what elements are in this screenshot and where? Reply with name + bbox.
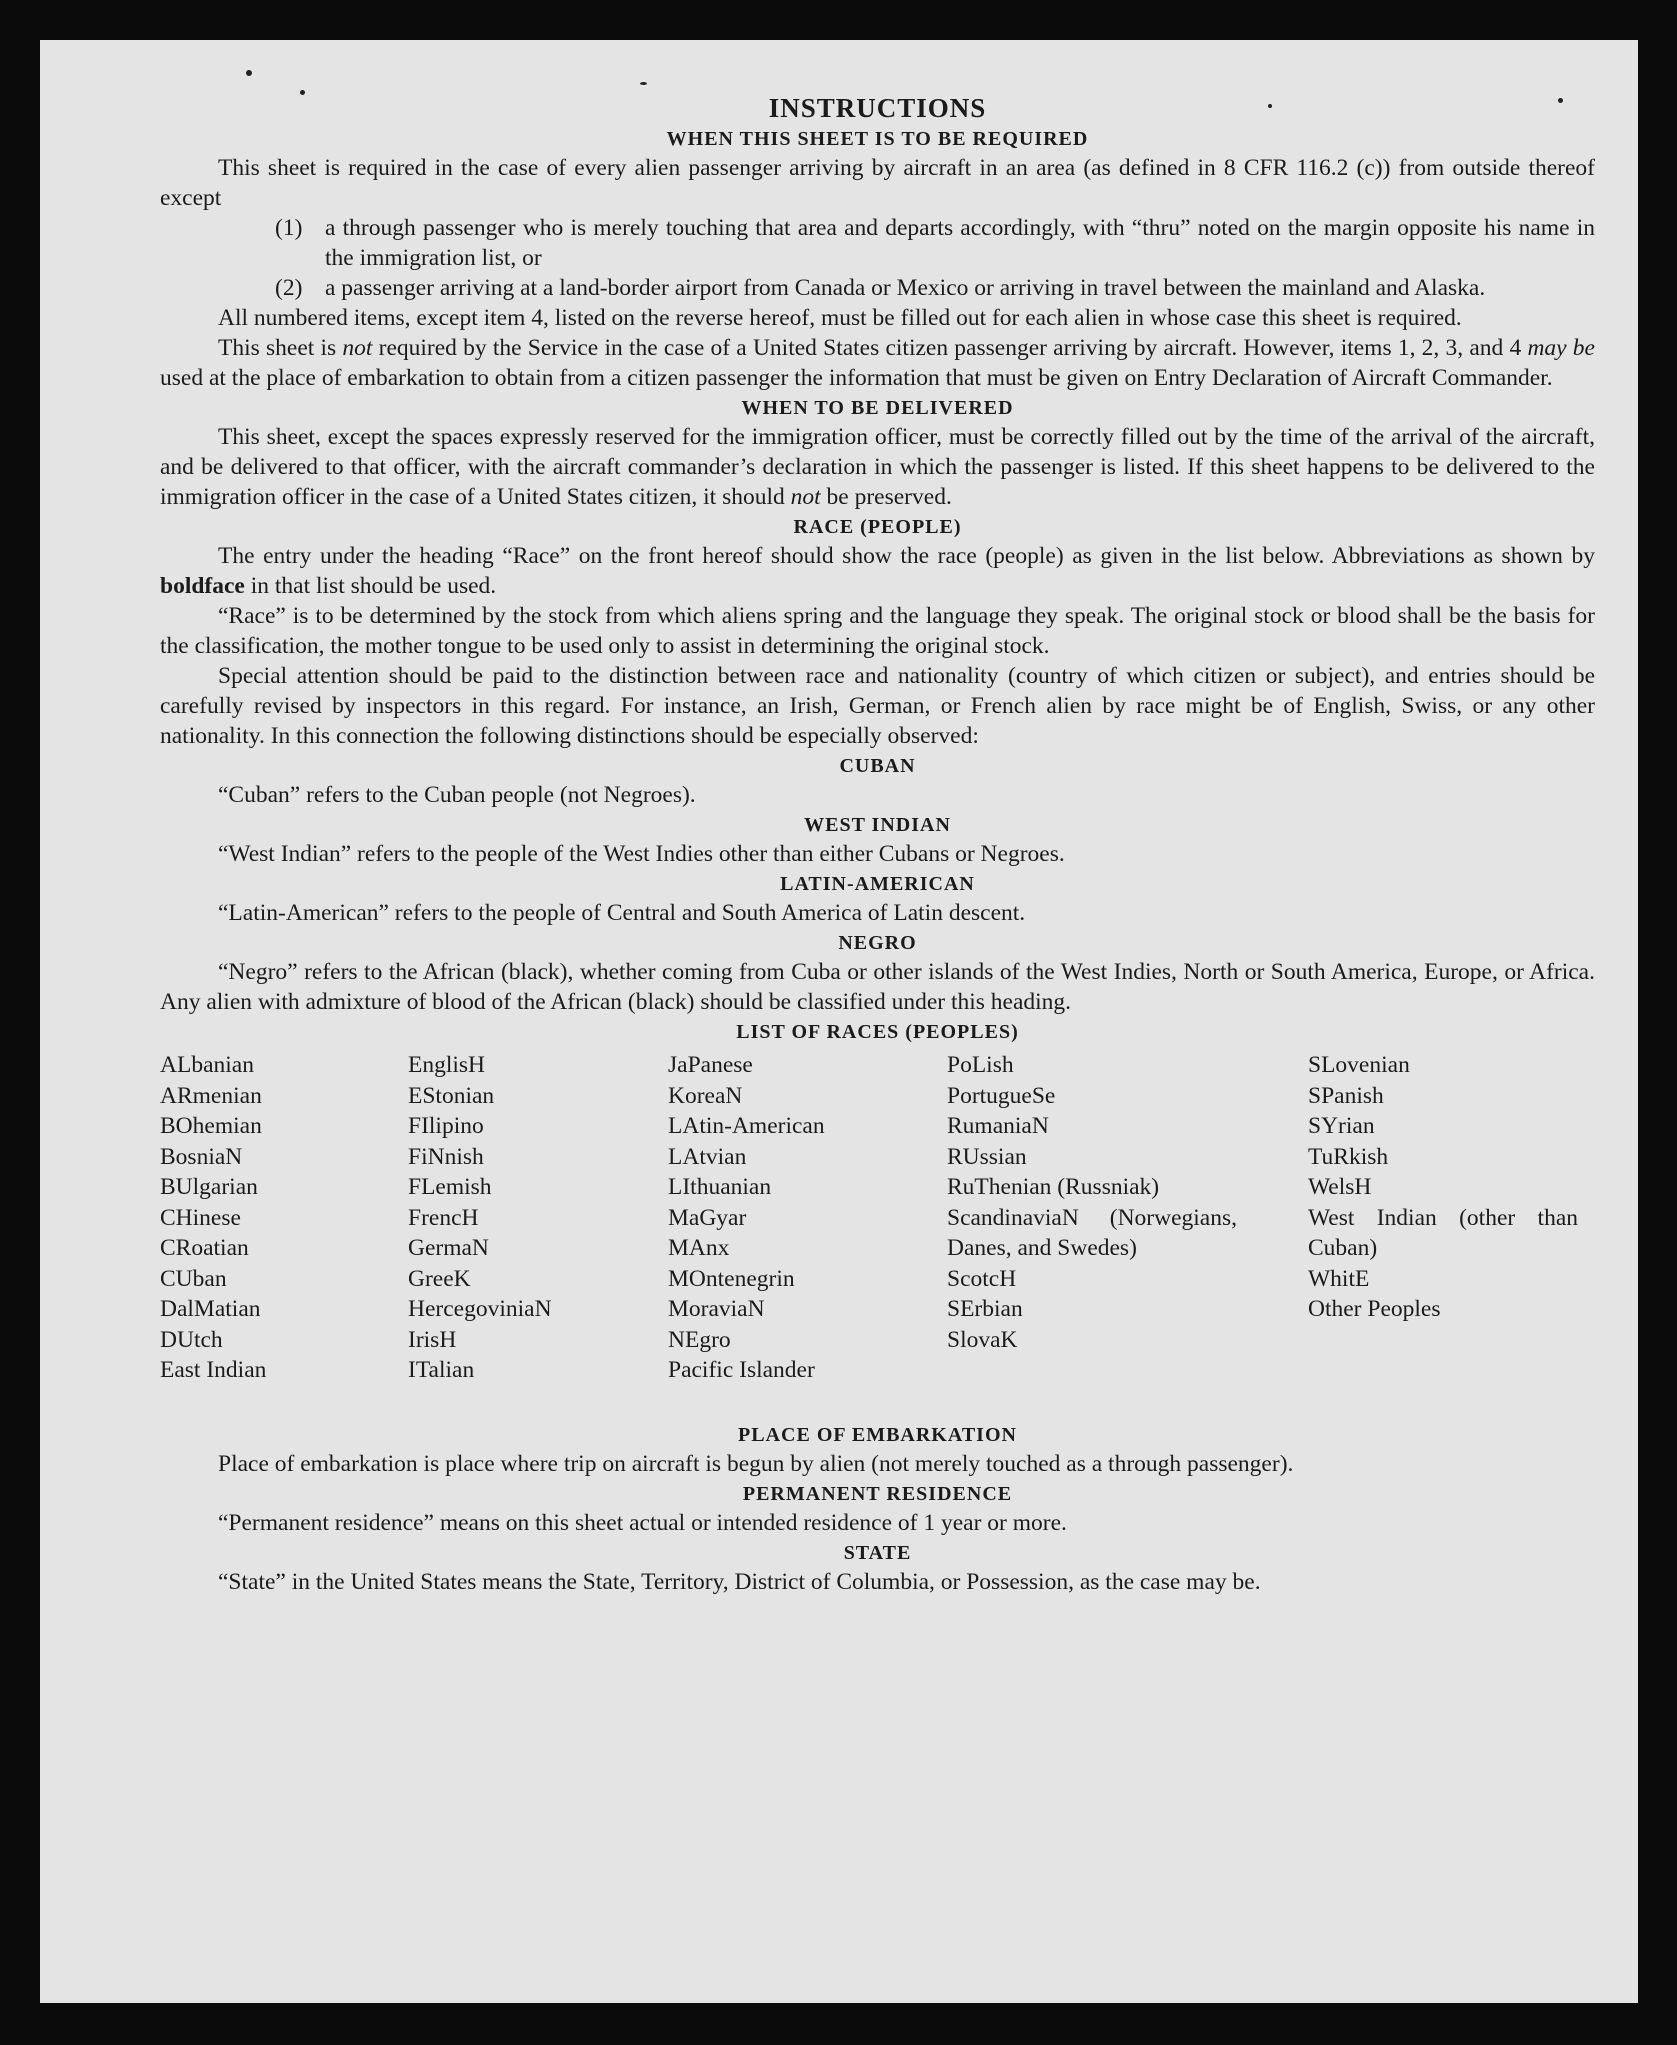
race-entry: HercegoviniaN <box>408 1296 552 1322</box>
race-entry: ScotcH <box>947 1265 1017 1292</box>
section-heading-races-list: LIST OF RACES (PEOPLES) <box>736 1021 1019 1043</box>
paragraph: “Negro” refers to the African (black), whether coming from Cuba or other islands of the West Indies, North or South America, Europe, or Africa. Any alien with admixture of blood of the African (black) should be classified under this heading. <box>160 959 1595 1015</box>
instructions-content <box>160 93 1595 1597</box>
race-entry: LAtvian <box>668 1143 747 1170</box>
dust-speck <box>640 82 647 85</box>
races-column-5 <box>1308 1050 1578 1325</box>
race-entry: RumaniaN <box>947 1113 1049 1139</box>
race-entry: SlovaK <box>947 1326 1018 1353</box>
race-entry: DUtch <box>160 1326 223 1353</box>
paragraph: Special attention should be paid to the distinction between race and nationality (country of which citizen or subject), and entries should be carefully revised by inspectors in this regard. For instance, an Irish, German, or French alien by race might be of English, Swiss, or any other nationality. In this connection the following distinctions should be especially observed: <box>160 663 1595 749</box>
paragraph: “State” in the United States means the State, Territory, District of Columbia, or Possession, as the case may be. <box>218 1569 1261 1595</box>
item-text: a passenger arriving at a land-border airport from Canada or Mexico or arriving in travel between the mainland and Alaska. <box>325 275 1486 301</box>
paragraph: “Latin-American” refers to the people of Central and South America of Latin descent. <box>218 900 1026 926</box>
section-heading-residence: PERMANENT RESIDENCE <box>742 1483 1013 1505</box>
race-entry: SLovenian <box>1308 1052 1410 1078</box>
race-entry: ITalian <box>408 1357 475 1383</box>
race-entry: LAtin-American <box>668 1113 825 1139</box>
race-entry: BosniaN <box>160 1143 243 1170</box>
list-item <box>275 213 1595 273</box>
race-entry: PortugueSe <box>947 1082 1056 1109</box>
paragraph: The entry under the heading “Race” on the front hereof should show the race (people) as given in the list below. Abbreviations as shown by boldface in that list should be used. <box>160 543 1595 599</box>
paragraph: “Race” is to be determined by the stock from which aliens spring and the language they speak. The original stock or blood shall be the basis for the classification, the mother tongue to be used only to assist in determining the original stock. <box>160 603 1595 659</box>
item-number: (2) <box>275 275 303 301</box>
race-entry: WhitE <box>1308 1265 1370 1292</box>
paragraph: All numbered items, except item 4, listed on the reverse hereof, must be filled out for each alien in whose case this sheet is required. <box>218 305 1462 331</box>
paragraph: “Cuban” refers to the Cuban people (not Negroes). <box>218 782 696 808</box>
race-entry: MOntenegrin <box>668 1265 795 1292</box>
race-entry: EnglisH <box>408 1052 486 1078</box>
section-heading-delivered: WHEN TO BE DELIVERED <box>741 397 1014 419</box>
race-entry: MAnx <box>668 1235 730 1261</box>
paragraph: This sheet, except the spaces expressly reserved for the immigration officer, must be correctly filled out by the time of the arrival of the aircraft, and be delivered to that officer, with the aircraft commander’s declaration in which the passenger is listed. If this sheet happens to be delivered to the immigration officer in the case of a United States citizen, it should not be preserved. <box>160 424 1595 510</box>
paragraph: Place of embarkation is place where trip on aircraft is begun by alien (not merely touched as a through passenger). <box>218 1451 1294 1477</box>
item-number: (1) <box>275 215 303 241</box>
races-column-2 <box>408 1050 552 1386</box>
race-entry: RuThenian (Russniak) <box>947 1174 1160 1200</box>
race-entry: CHinese <box>160 1204 241 1231</box>
race-entry: SYrian <box>1308 1113 1375 1139</box>
race-entry: DalMatian <box>160 1296 261 1322</box>
race-entry: NEgro <box>668 1326 731 1353</box>
document-sheet <box>40 40 1638 2003</box>
paragraph: “West Indian” refers to the people of the West Indies other than either Cubans or Negroes. <box>218 841 1065 867</box>
race-entry: KoreaN <box>668 1082 743 1109</box>
race-entry: EStonian <box>408 1082 495 1109</box>
race-entry: Other Peoples <box>1308 1296 1441 1322</box>
page-title: INSTRUCTIONS <box>768 93 987 123</box>
race-entry: ALbanian <box>160 1052 254 1078</box>
race-entry: JaPanese <box>668 1052 753 1078</box>
section-heading-cuban: CUBAN <box>839 755 916 777</box>
race-entry: GermaN <box>408 1235 489 1261</box>
section-heading-latin-american: LATIN-AMERICAN <box>780 873 975 895</box>
races-column-4 <box>947 1050 1237 1355</box>
race-entry: ScandinaviaN (Norwegians, Danes, and Swedes) <box>947 1204 1237 1261</box>
section-heading-west-indian: WEST INDIAN <box>804 814 951 836</box>
races-column-1 <box>160 1050 266 1386</box>
race-entry: FrencH <box>408 1204 479 1231</box>
race-entry: SPanish <box>1308 1082 1384 1109</box>
race-entry: West Indian (other than Cuban) <box>1308 1204 1578 1261</box>
race-entry: CUban <box>160 1265 227 1292</box>
paragraph: This sheet is not required by the Service in the case of a United States citizen passenger arriving by aircraft. However, items 1, 2, 3, and 4 may be used at the place of embarkation to obtain from a citizen passenger the information that must be given on Entry Declaration of Aircraft Commander. <box>160 335 1595 391</box>
section-heading-embarkation: PLACE OF EMBARKATION <box>738 1424 1017 1446</box>
race-entry: TuRkish <box>1308 1143 1389 1170</box>
race-entry: BUlgarian <box>160 1174 258 1200</box>
dust-speck <box>246 70 252 76</box>
paragraph: This sheet is required in the case of every alien passenger arriving by aircraft in an area (as defined in 8 CFR 116.2 (c)) from outside thereof except <box>160 155 1595 211</box>
section-heading-required: WHEN THIS SHEET IS TO BE REQUIRED <box>666 128 1089 150</box>
list-item <box>275 273 1595 303</box>
race-entry: IrisH <box>408 1326 457 1353</box>
item-text: a through passenger who is merely touching that area and departs accordingly, with “thru” noted on the margin opposite his name in the immigration list, or <box>325 215 1595 271</box>
race-entry: GreeK <box>408 1265 471 1292</box>
race-entry: WelsH <box>1308 1174 1372 1200</box>
race-entry: East Indian <box>160 1357 267 1383</box>
race-entry: FiNnish <box>408 1143 484 1170</box>
race-entry: RUssian <box>947 1143 1027 1170</box>
section-heading-race: RACE (PEOPLE) <box>793 516 962 538</box>
race-entry: LIthuanian <box>668 1174 772 1200</box>
races-list <box>160 1050 1595 1420</box>
paragraph: “Permanent residence” means on this sheet actual or intended residence of 1 year or more. <box>218 1510 1067 1536</box>
section-heading-state: STATE <box>843 1542 912 1564</box>
race-entry: FIlipino <box>408 1113 484 1139</box>
race-entry: MaGyar <box>668 1204 747 1231</box>
race-entry: Pacific Islander <box>668 1357 815 1383</box>
race-entry: PoLish <box>947 1052 1014 1078</box>
section-heading-negro: NEGRO <box>838 932 917 954</box>
race-entry: BOhemian <box>160 1113 262 1139</box>
race-entry: CRoatian <box>160 1235 249 1261</box>
race-entry: ARmenian <box>160 1082 262 1109</box>
race-entry: MoraviaN <box>668 1296 765 1322</box>
races-column-3 <box>668 1050 825 1386</box>
race-entry: SErbian <box>947 1296 1023 1322</box>
race-entry: FLemish <box>408 1174 492 1200</box>
